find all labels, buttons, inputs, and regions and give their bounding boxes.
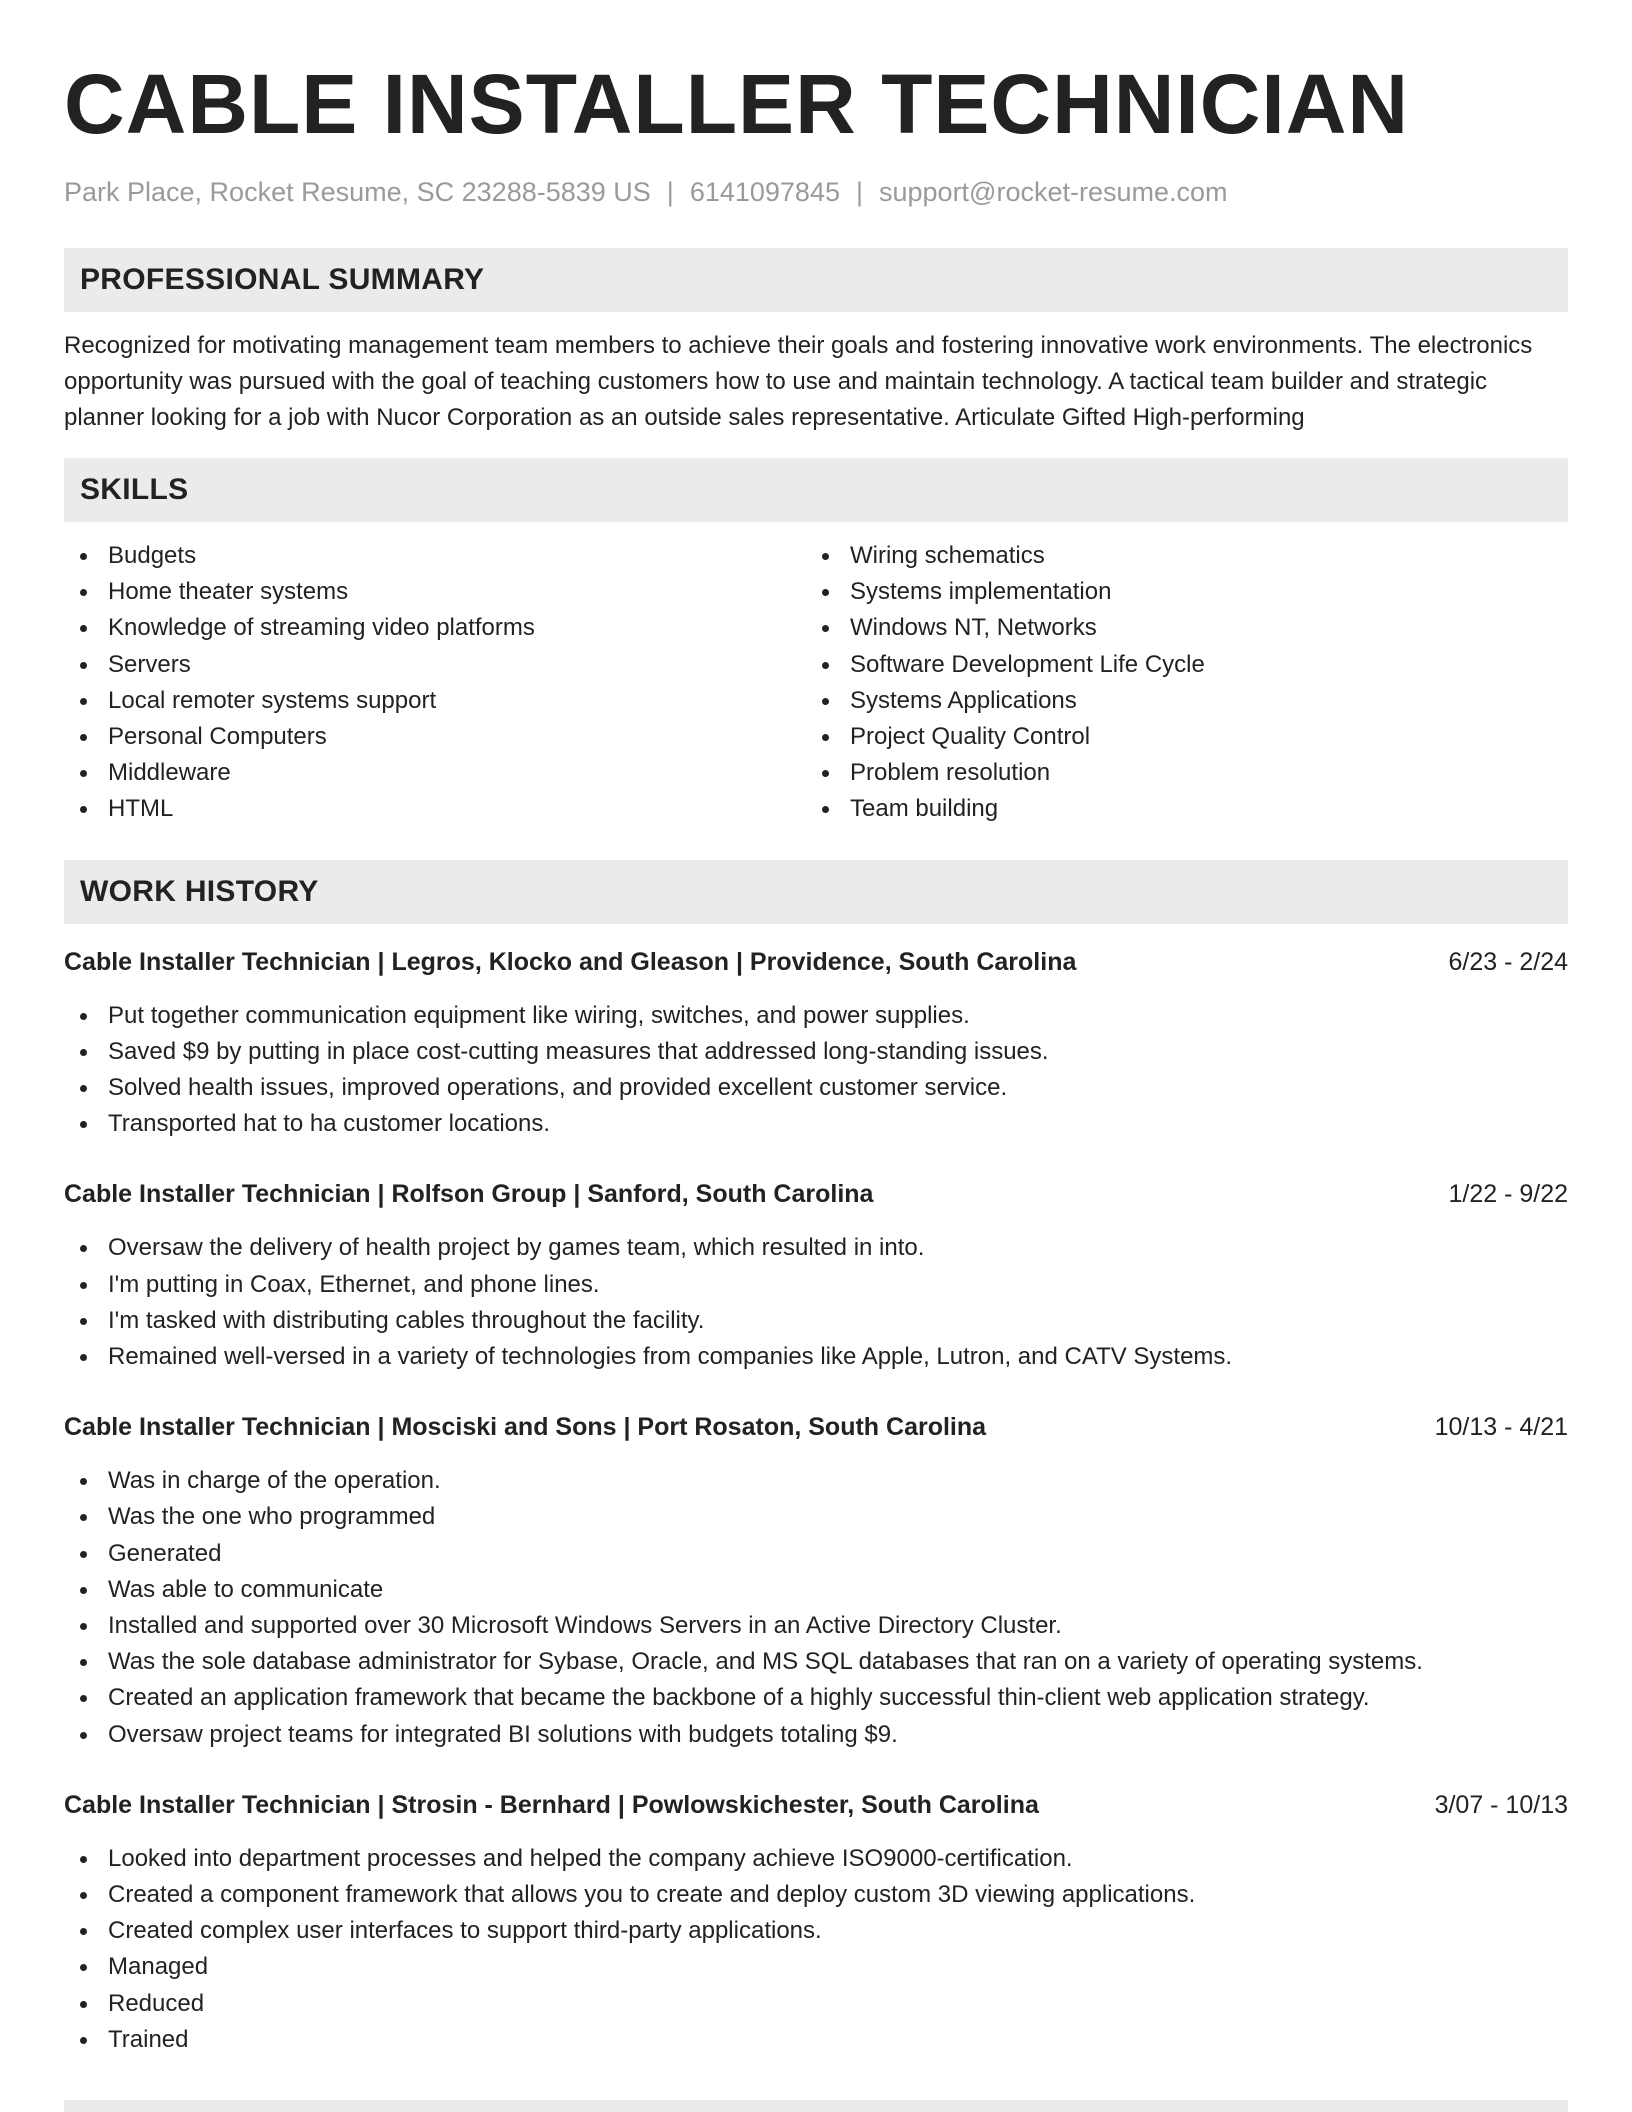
job-bullet: Managed bbox=[64, 1949, 1568, 1985]
job-bullet: Created a component framework that allows you to create and deploy custom 3D viewing applications. bbox=[64, 1877, 1568, 1913]
skill-item: Windows NT, Networks bbox=[806, 610, 1548, 646]
job-bullet: Was able to communicate bbox=[64, 1572, 1568, 1608]
job-entry bbox=[64, 1787, 1568, 2058]
job-entry bbox=[64, 944, 1568, 1143]
job-bullet: Trained bbox=[64, 2022, 1568, 2058]
skill-item: Software Development Life Cycle bbox=[806, 647, 1548, 683]
section-header-work-history bbox=[64, 860, 1568, 924]
job-bullet: Transported hat to ha customer locations. bbox=[64, 1106, 1568, 1142]
job-dates: 3/07 - 10/13 bbox=[1434, 1790, 1568, 1819]
skill-item: Project Quality Control bbox=[806, 719, 1548, 755]
skill-item: Knowledge of streaming video platforms bbox=[64, 610, 806, 646]
job-bullet: Reduced bbox=[64, 1986, 1568, 2022]
job-bullet: I'm tasked with distributing cables throughout the facility. bbox=[64, 1303, 1568, 1339]
section-title: PROFESSIONAL SUMMARY bbox=[80, 263, 485, 296]
skill-item: HTML bbox=[64, 791, 806, 827]
contact-separator: | bbox=[666, 177, 674, 207]
job-bullet: Was the sole database administrator for Sybase, Oracle, and MS SQL databases that ran on a variety of operating systems. bbox=[64, 1644, 1568, 1680]
contact-address: Park Place, Rocket Resume, SC 23288-5839 US bbox=[64, 177, 651, 207]
contact-line bbox=[64, 174, 1568, 210]
job-bullets bbox=[64, 1841, 1568, 2058]
job-heading bbox=[64, 1176, 1568, 1212]
job-title: Cable Installer Technician | Legros, Klocko and Gleason | Providence, South Carolina bbox=[64, 947, 1077, 976]
job-heading bbox=[64, 1787, 1568, 1823]
job-bullet: Solved health issues, improved operations, and provided excellent customer service. bbox=[64, 1070, 1568, 1106]
job-heading bbox=[64, 944, 1568, 980]
job-bullet: Created an application framework that became the backbone of a highly successful thin-client web application strategy. bbox=[64, 1680, 1568, 1716]
contact-separator: | bbox=[855, 177, 863, 207]
job-bullets bbox=[64, 1230, 1568, 1375]
skills-list bbox=[64, 538, 1568, 828]
job-heading bbox=[64, 1409, 1568, 1445]
job-entry bbox=[64, 1409, 1568, 1753]
job-title: Cable Installer Technician | Strosin - Bernhard | Powlowskichester, South Carolina bbox=[64, 1790, 1039, 1819]
skill-item: Home theater systems bbox=[64, 574, 806, 610]
skills-column-right bbox=[806, 538, 1548, 828]
job-bullet: Oversaw project teams for integrated BI solutions with budgets totaling $9. bbox=[64, 1717, 1568, 1753]
job-dates: 1/22 - 9/22 bbox=[1448, 1180, 1568, 1209]
job-bullet: Generated bbox=[64, 1536, 1568, 1572]
job-bullet: Saved $9 by putting in place cost-cutting measures that addressed long-standing issues. bbox=[64, 1034, 1568, 1070]
skill-item: Problem resolution bbox=[806, 755, 1548, 791]
job-bullet: Installed and supported over 30 Microsoft Windows Servers in an Active Directory Cluster. bbox=[64, 1608, 1568, 1644]
summary-text: Recognized for motivating management team members to achieve their goals and fostering innovative work environments. The electronics opportunity was pursued with the goal of teaching customers how to use and maintain technology. A tactical team builder and strategic planner looking for a job with Nucor Corporation as an outside sales representative. Articulate Gifted High-performing bbox=[64, 332, 1533, 431]
job-title: Cable Installer Technician | Mosciski and Sons | Port Rosaton, South Carolina bbox=[64, 1413, 987, 1442]
job-bullet: Was the one who programmed bbox=[64, 1499, 1568, 1535]
next-section-header-edge bbox=[64, 2100, 1568, 2112]
section-header-summary bbox=[64, 248, 1568, 312]
skill-item: Personal Computers bbox=[64, 719, 806, 755]
candidate-name: CABLE INSTALLER TECHNICIAN bbox=[64, 57, 1410, 151]
section-title: SKILLS bbox=[80, 473, 189, 506]
job-bullet: Remained well-versed in a variety of technologies from companies like Apple, Lutron, and CATV Systems. bbox=[64, 1339, 1568, 1375]
job-bullet: I'm putting in Coax, Ethernet, and phone lines. bbox=[64, 1267, 1568, 1303]
job-bullets bbox=[64, 1463, 1568, 1753]
job-entry bbox=[64, 1176, 1568, 1375]
job-bullets bbox=[64, 998, 1568, 1143]
skill-item: Local remoter systems support bbox=[64, 683, 806, 719]
job-bullet: Created complex user interfaces to support third-party applications. bbox=[64, 1913, 1568, 1949]
job-dates: 6/23 - 2/24 bbox=[1448, 947, 1568, 976]
skill-item: Systems Applications bbox=[806, 683, 1548, 719]
skill-item: Middleware bbox=[64, 755, 806, 791]
skill-item: Team building bbox=[806, 791, 1548, 827]
skill-item: Wiring schematics bbox=[806, 538, 1548, 574]
skills-column-left bbox=[64, 538, 806, 828]
contact-email: support@rocket-resume.com bbox=[879, 177, 1228, 207]
section-title: WORK HISTORY bbox=[80, 874, 319, 908]
section-header-skills bbox=[64, 458, 1568, 522]
job-bullet: Oversaw the delivery of health project by games team, which resulted in into. bbox=[64, 1230, 1568, 1266]
skill-item: Systems implementation bbox=[806, 574, 1548, 610]
job-bullet: Looked into department processes and helped the company achieve ISO9000-certification. bbox=[64, 1841, 1568, 1877]
skill-item: Servers bbox=[64, 647, 806, 683]
contact-phone: 6141097845 bbox=[689, 177, 840, 207]
job-bullet: Put together communication equipment like wiring, switches, and power supplies. bbox=[64, 998, 1568, 1034]
job-title: Cable Installer Technician | Rolfson Group | Sanford, South Carolina bbox=[64, 1180, 874, 1209]
skill-item: Budgets bbox=[64, 538, 806, 574]
job-bullet: Was in charge of the operation. bbox=[64, 1463, 1568, 1499]
job-dates: 10/13 - 4/21 bbox=[1434, 1413, 1568, 1442]
